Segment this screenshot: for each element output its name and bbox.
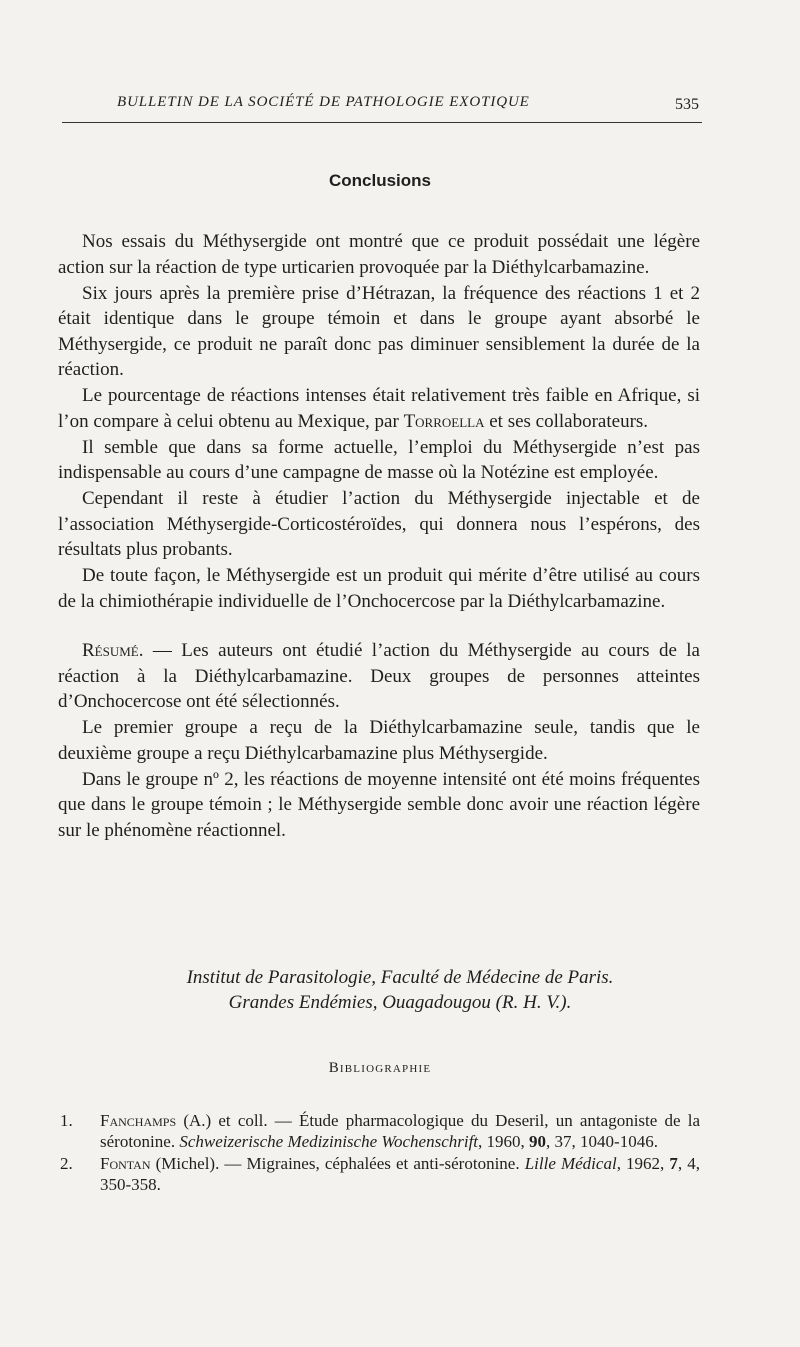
affiliation-line: Grandes Endémies, Ouagadougou (R. H. V.). [228,992,572,1013]
resume-label: Résumé. [82,640,144,661]
resume-paragraph [58,638,700,715]
bibliography-title: Bibliographie [328,1060,432,1076]
paragraph: Cependant il reste à étudier l’action du Méthysergide injectable et de l’association Méthysergide-Corticostéroïdes, qui donnera nous l’espérons, des résultats plus probants. [58,488,700,560]
reference-item [60,1110,700,1152]
reference-text: , 4, 350-358. [100,1154,701,1194]
reference-list [60,1110,700,1196]
paragraph: De toute façon, le Méthysergide est un produit qui mérite d’être utilisé au cours de la chimiothérapie individuelle de l’Onchocercose par la Diéthylcarbamazine. [58,565,700,612]
paragraph-text: Le pourcentage de réactions intenses était relativement très faible en Afrique, si l’on compare à celui obtenu au Mexique, par [58,385,700,432]
reference-volume: 7 [669,1154,678,1173]
reference-text: , 1960, [478,1132,530,1151]
reference-item [60,1153,700,1195]
section-title: Conclusions [328,171,431,190]
affiliation-line: Institut de Parasitologie, Faculté de Médecine de Paris. [186,967,614,988]
affiliation [0,965,800,1015]
reference-journal: Schweizerische Medizinische Wochenschrift [179,1132,479,1151]
article-body [58,229,700,844]
reference-volume: 90 [529,1132,547,1151]
page-number: 535 [675,96,699,113]
reference-number: 1. [60,1111,73,1130]
reference-author: Fontan [100,1154,151,1173]
author-name: Torroella [403,410,485,432]
reference-text: , 37, 1040-1046. [546,1132,658,1151]
resume-text: — Les auteurs ont étudié l’action du Méthysergide au cours de la réaction à la Diéthylcarbamazine. Deux groupes de personnes atteintes d’Onchocercose ont été sélectionnés. [58,640,700,712]
reference-text: , 1962, [616,1154,670,1173]
paragraph: Six jours après la première prise d’Hétrazan, la fréquence des réactions 1 et 2 était identique dans le groupe témoin et dans le groupe ayant absorbé le Méthysergide, ce produit ne paraît donc pas diminuer sensiblement la durée de la réaction. [58,282,700,380]
reference-journal: Lille Médical [524,1154,617,1173]
reference-number: 2. [60,1154,73,1173]
running-header [62,92,702,123]
journal-title: BULLETIN DE LA SOCIÉTÉ DE PATHOLOGIE EXOTIQUE [117,94,530,110]
paragraph-text: et ses collaborateurs. [484,410,649,432]
reference-text: (Michel). — Migraines, céphalées et anti-sérotonine. [150,1154,525,1173]
reference-author: Fanchamps [100,1111,177,1130]
paragraph [58,383,700,434]
resume-paragraph: Le premier groupe a reçu de la Diéthylcarbamazine seule, tandis que le deuxième groupe a reçu Diéthylcarbamazine plus Méthysergide. [58,717,700,764]
reference-text: (A.) et coll. — Étude pharmacologique du Deseril, un antagoniste de la sérotonine. [100,1111,700,1151]
resume-paragraph: Dans le groupe nº 2, les réactions de moyenne intensité ont été moins fréquentes que dans le groupe témoin ; le Méthysergide semble donc avoir une réaction légère sur le phénomène réactionnel. [58,768,700,841]
paragraph: Il semble que dans sa forme actuelle, l’emploi du Méthysergide n’est pas indispensable au cours d’une campagne de masse où la Notézine est employée. [58,436,700,483]
paragraph: Nos essais du Méthysergide ont montré que ce produit possédait une légère action sur la réaction de type urticarien provoquée par la Diéthylcarbamazine. [58,231,700,278]
